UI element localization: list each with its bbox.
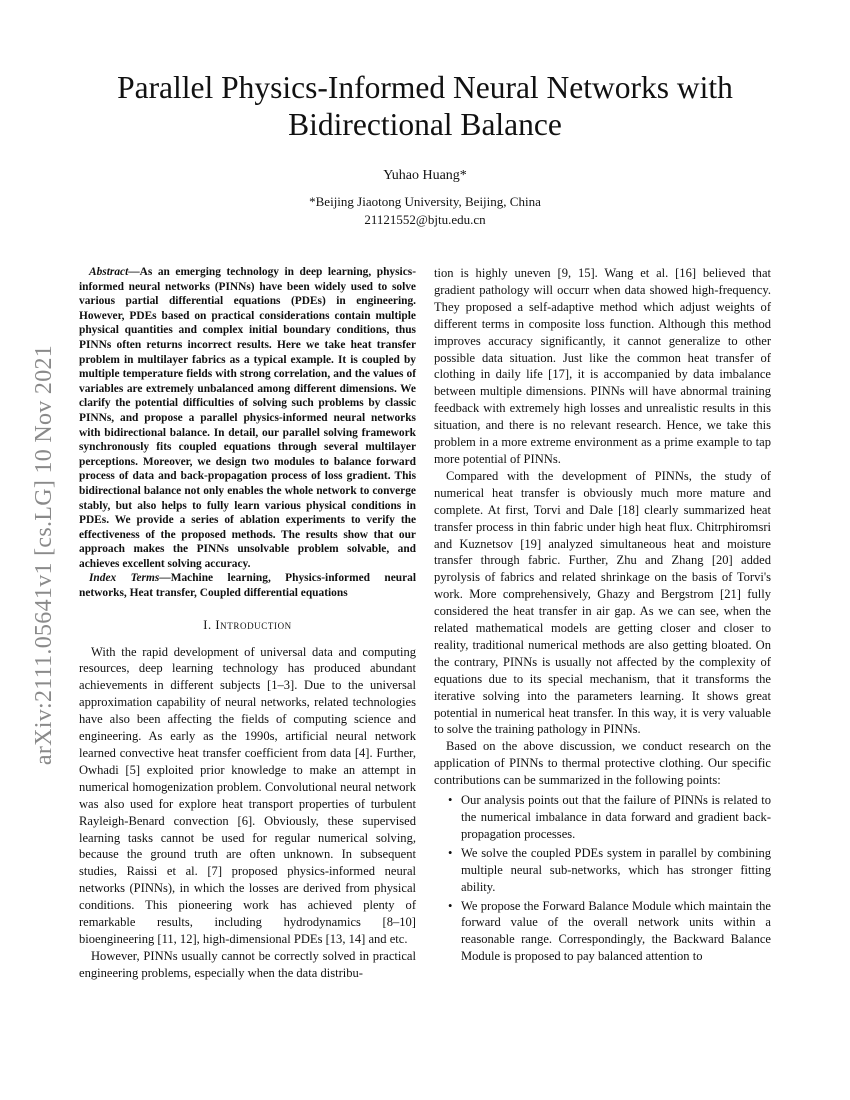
list-item <box>434 845 771 896</box>
right-column <box>434 265 771 967</box>
list-item <box>434 898 771 966</box>
bullet-marker: • <box>448 898 453 913</box>
section-heading-introduction: I. Introduction <box>203 617 292 632</box>
intro-paragraph-2-part-2: tion is highly uneven [9, 15]. Wang et al. [16] believed that gradient pathology will occurr when data showed high-frequency. They proposed a self-adaptive method which adjust weights of different terms in composite loss function. Although this method improves accuracy significantly, it cannot generalize to other possible data situation. Just like the common heat transfer of clothing in daily life [17], it is accompanied by data imbalance between multiple dimensions. PINNs will have abnormal training feedback with extremely high losses and unrealistic results in this situation, and there is no relevant research. Hence, we take this problem in a more extreme environment as a prime example to tap more potential of PINNs. <box>434 266 771 466</box>
left-column <box>79 265 416 982</box>
affiliation: *Beijing Jiaotong University, Beijing, China <box>309 194 541 209</box>
author-affiliation-block <box>0 193 850 229</box>
author-name: Yuhao Huang* <box>383 168 467 183</box>
intro-paragraph-1: With the rapid development of universal data and computing resources, deep learning technology has produced abundant achievements in different subjects [1–3]. Due to the universal approximation capability of neural networks, related technologies have also been affecting the fields of computing science and engineering. As early as the 1990s, artificial neural network learned convective heat transfer coefficient from data [4]. Further, Owhadi [5] exploited prior knowledge to make an attempt in numerical homogenization problem. Convolutional neural network was also used for explore heat transport properties of turbulent Rayleigh-Benard convection [6]. Obviously, these supervised learning tasks cannot be used for regular numerical solving, because the ground truth are often unknown. In subsequent studies, Raissi et al. [7] proposed physics-informed neural networks (PINNs), in which the losses are derived from physical conditions. This pioneering work has achieved plenty of remarkable results, including hydrodynamics [8–10] bioengineering [11, 12], high-dimensional PDEs [13, 14] and etc. <box>79 644 416 946</box>
contribution-text: We solve the coupled PDEs system in parallel by combining multiple neural sub-networks, which has stronger fitting ability. <box>461 845 771 894</box>
author-email[interactable]: 21121552@bjtu.edu.cn <box>364 212 486 227</box>
index-terms <box>79 571 416 600</box>
arxiv-identifier-stamp: arXiv:2111.05641v1 [cs.LG] 10 Nov 2021 <box>31 344 57 766</box>
index-terms-lead: Index Terms <box>89 572 160 585</box>
paper-title: Parallel Physics-Informed Neural Networks with Bidirectional Balance <box>117 70 733 142</box>
contribution-text: We propose the Forward Balance Module which maintain the forward value of the overall network units within a reasonable range. Correspondingly, the Backward Balance Module is proposed to pay balanced attention to <box>461 898 771 964</box>
intro-paragraph-4: Based on the above discussion, we conduct research on the application of PINNs to thermal protective clothing. Our specific contributions can be summarized in the following points: <box>434 739 771 788</box>
abstract <box>79 265 416 571</box>
contribution-text: Our analysis points out that the failure of PINNs is related to the numerical imbalance in data forward and gradient back-propagation processes. <box>461 793 771 841</box>
intro-paragraph-2-part-1: However, PINNs usually cannot be correctly solved in practical engineering problems, especially when the data distribu- <box>79 948 416 980</box>
abstract-lead: Abstract <box>89 266 129 278</box>
bullet-marker: • <box>448 793 453 808</box>
bullet-marker: • <box>448 845 453 860</box>
contributions-list <box>434 792 771 965</box>
intro-paragraph-3: Compared with the development of PINNs, the study of numerical heat transfer is obviously much more mature and complete. At first, Torvi and Dale [18] clearly summarized heat transfer process in thin fabric under high heat flux. Chitrphiromsri and Kuznetsov [19] analyzed simultaneous heat and moisture transfer through fabric. Further, Zhu and Zhang [20] added pyrolysis of fabrics and related shrinkage on the basis of Torvi's work. More comprehensively, Ghazy and Bergstrom [21] fully considered the heat transfer in air gap. As we can see, when the related mathematical models are getting closer and closer to reality, traditional numerical methods are also getting bloated. On the contrary, PINNs is usually not affected by the complexity of equations due to its special mechanism, that it transforms the iterative solving into the parameters learning. It shows great potential in numerical heat transfer. In this way, it is very valuable to solve the training pathology in PINNs. <box>434 468 771 737</box>
abstract-text: —As an emerging technology in deep learning, physics-informed neural networks (PINNs) have been widely used to solve various partial differential equations (PDEs) in engineering. However, PDEs based on practical considerations contain multiple physical quantities and complex initial boundary conditions, thus PINNs often returns incorrect results. Here we take heat transfer problem in multilayer fabrics as a typical example. It is coupled by multiple temperature fields with strong correlation, and the values of variables are extremely unbalanced among different dimensions. We clarify the potential difficulties of solving such problems by classic PINNs, and propose a parallel physics-informed neural networks with bidirectional balance. In detail, our parallel solving framework synchronously fits coupled equations through several multilayer perceptions. Moreover, we design two modules to balance forward process of data and back-propagation process of loss gradient. This bidirectional balance not only enables the whole network to converge stably, but also helps to fully learn various physical conditions in PDEs. We provide a series of ablation experiments to verify the effectiveness of the proposed methods. The results show that our approach makes the PINNs unsolvable problem solvable, and achieves excellent solving accuracy. <box>79 266 416 570</box>
list-item <box>434 792 771 843</box>
index-terms-text: —Machine learning, Physics-informed neural networks, Heat transfer, Coupled differential equations <box>79 572 416 600</box>
